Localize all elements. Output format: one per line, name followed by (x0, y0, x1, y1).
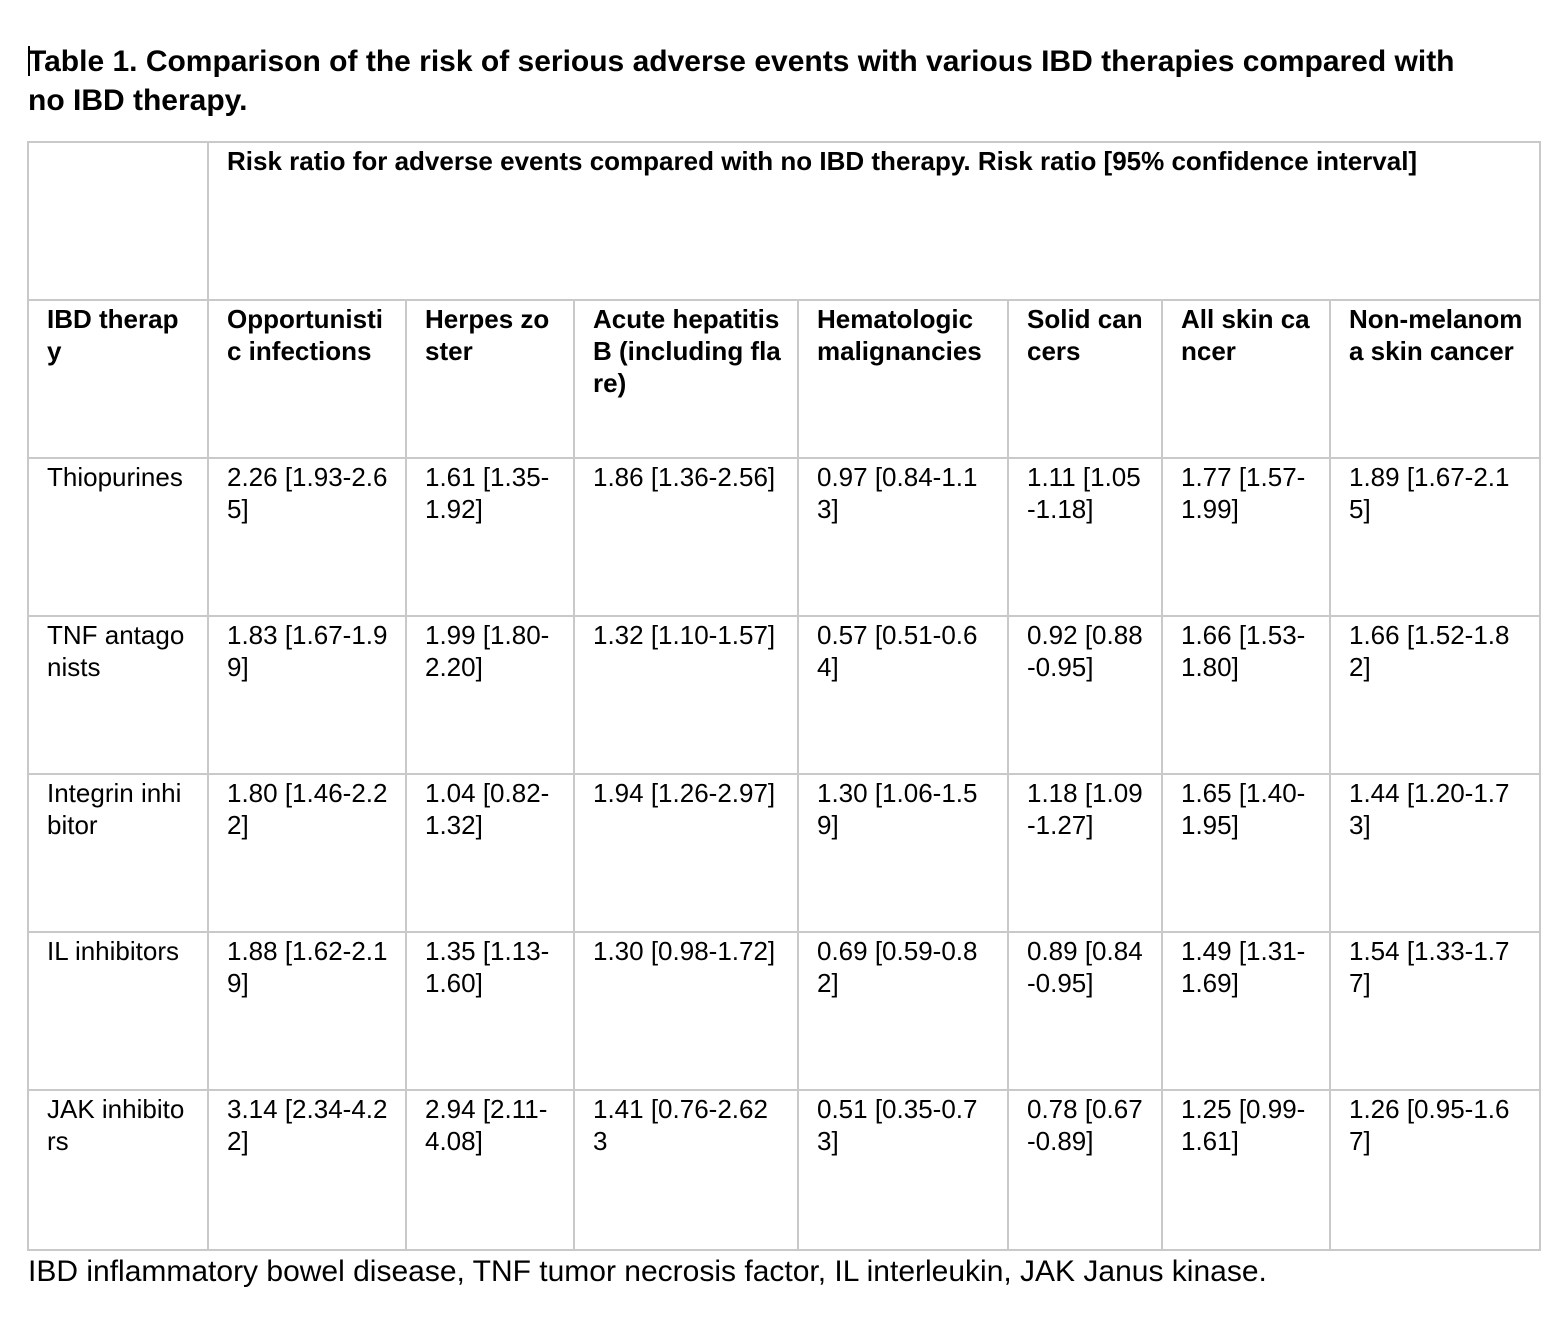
value-cell: 1.35 [1.13-1.60] (406, 932, 574, 1090)
column-header: Hematologic malignancies (798, 300, 1008, 458)
column-header: Opportunistic infections (208, 300, 406, 458)
table-row (28, 774, 1540, 932)
super-header-cell: Risk ratio for adverse events compared with no IBD therapy. Risk ratio [95% confidence interval] (208, 142, 1540, 300)
value-cell: 0.92 [0.88-0.95] (1008, 616, 1162, 774)
value-cell: 1.88 [1.62-2.19] (208, 932, 406, 1090)
therapy-cell: TNF antagonists (28, 616, 208, 774)
table-row (28, 616, 1540, 774)
column-header: IBD therapy (28, 300, 208, 458)
value-cell: 1.89 [1.67-2.15] (1330, 458, 1540, 616)
table-footnote: IBD inflammatory bowel disease, TNF tumor necrosis factor, IL interleukin, JAK Janus kinase. (28, 1255, 1267, 1288)
value-cell: 0.97 [0.84-1.13] (798, 458, 1008, 616)
column-header: Acute hepatitis B (including flare) (574, 300, 798, 458)
value-cell: 1.66 [1.53-1.80] (1162, 616, 1330, 774)
value-cell: 3.14 [2.34-4.22] (208, 1090, 406, 1250)
value-cell: 1.49 [1.31-1.69] (1162, 932, 1330, 1090)
value-cell: 1.26 [0.95-1.67] (1330, 1090, 1540, 1250)
table-title: Table 1. Comparison of the risk of serious adverse events with various IBD therapies compared with no IBD therapy. (28, 45, 1455, 117)
value-cell: 1.77 [1.57-1.99] (1162, 458, 1330, 616)
value-cell: 1.04 [0.82-1.32] (406, 774, 574, 932)
value-cell: 1.41 [0.76-2.623 (574, 1090, 798, 1250)
value-cell: 1.66 [1.52-1.82] (1330, 616, 1540, 774)
therapy-cell: IL inhibitors (28, 932, 208, 1090)
value-cell: 1.83 [1.67-1.99] (208, 616, 406, 774)
value-cell: 1.65 [1.40-1.95] (1162, 774, 1330, 932)
column-header: Solid cancers (1008, 300, 1162, 458)
value-cell: 1.94 [1.26-2.97] (574, 774, 798, 932)
value-cell: 0.89 [0.84-0.95] (1008, 932, 1162, 1090)
value-cell: 2.94 [2.11-4.08] (406, 1090, 574, 1250)
value-cell: 1.61 [1.35-1.92] (406, 458, 574, 616)
value-cell: 1.86 [1.36-2.56] (574, 458, 798, 616)
super-header-row (28, 142, 1540, 300)
value-cell: 1.18 [1.09-1.27] (1008, 774, 1162, 932)
column-header: All skin cancer (1162, 300, 1330, 458)
empty-corner-cell (28, 142, 208, 300)
value-cell: 0.69 [0.59-0.82] (798, 932, 1008, 1090)
table-row (28, 1090, 1540, 1250)
value-cell: 0.57 [0.51-0.64] (798, 616, 1008, 774)
column-header: Non-melanoma skin cancer (1330, 300, 1540, 458)
column-header: Herpes zoster (406, 300, 574, 458)
risk-ratio-table (27, 141, 1541, 1251)
value-cell: 0.51 [0.35-0.73] (798, 1090, 1008, 1250)
value-cell: 1.99 [1.80-2.20] (406, 616, 574, 774)
therapy-cell: JAK inhibitors (28, 1090, 208, 1250)
value-cell: 1.25 [0.99-1.61] (1162, 1090, 1330, 1250)
value-cell: 1.32 [1.10-1.57] (574, 616, 798, 774)
therapy-cell: Thiopurines (28, 458, 208, 616)
value-cell: 2.26 [1.93-2.65] (208, 458, 406, 616)
therapy-cell: Integrin inhibitor (28, 774, 208, 932)
table-row (28, 932, 1540, 1090)
value-cell: 1.54 [1.33-1.77] (1330, 932, 1540, 1090)
value-cell: 1.11 [1.05-1.18] (1008, 458, 1162, 616)
value-cell: 1.44 [1.20-1.73] (1330, 774, 1540, 932)
table-row (28, 458, 1540, 616)
value-cell: 1.80 [1.46-2.22] (208, 774, 406, 932)
value-cell: 1.30 [1.06-1.59] (798, 774, 1008, 932)
column-header-row (28, 300, 1540, 458)
value-cell: 1.30 [0.98-1.72] (574, 932, 798, 1090)
value-cell: 0.78 [0.67-0.89] (1008, 1090, 1162, 1250)
